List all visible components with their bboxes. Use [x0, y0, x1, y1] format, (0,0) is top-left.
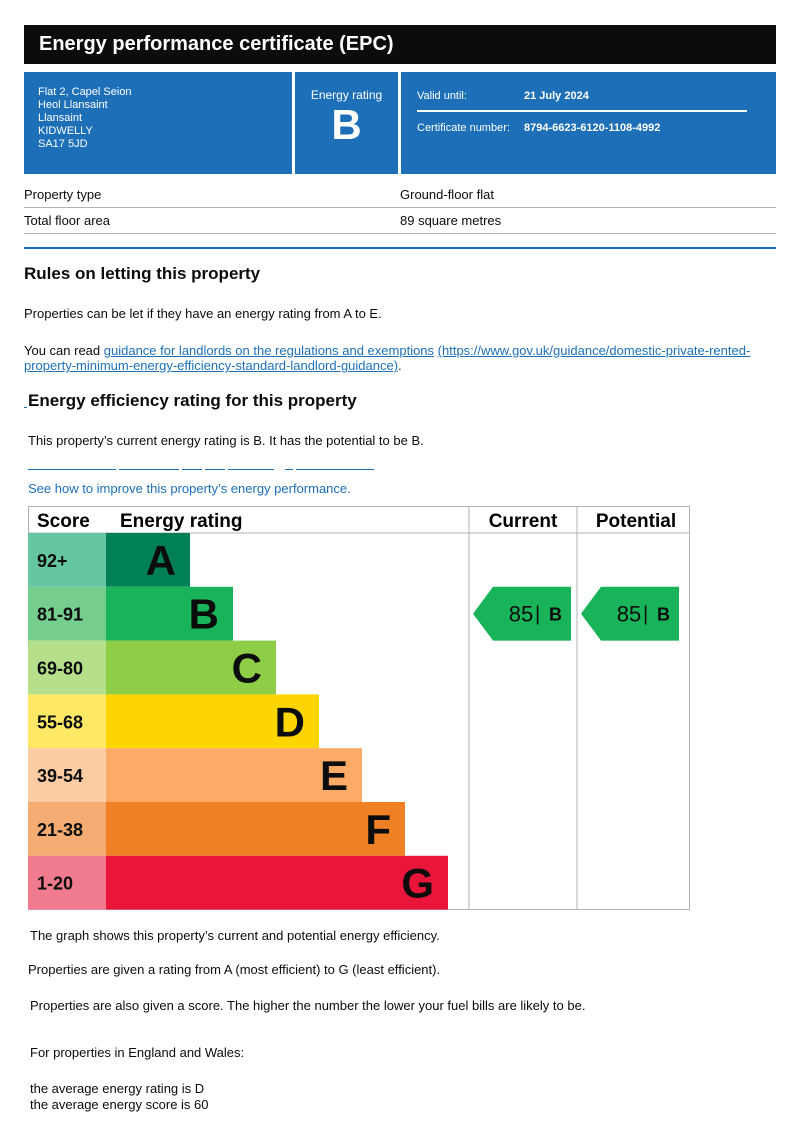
efficiency-summary: This property’s current energy rating is B. It has the potential to be B.	[28, 433, 424, 448]
guidance-paragraph	[24, 343, 764, 373]
property-type-label: Property type	[24, 187, 102, 202]
address-line: Flat 2, Capel Seion	[38, 86, 132, 98]
potential-rating-letter: B	[657, 604, 670, 625]
ratings-note: Properties are given a rating from A (most efficient) to G (least efficient).	[28, 962, 441, 977]
score-range-b: 81-91	[37, 604, 84, 625]
band-letter-a: A	[145, 536, 176, 584]
section-divider	[24, 247, 776, 249]
score-range-a: 92+	[37, 550, 68, 571]
guidance-link[interactable]: guidance for landlords on the regulations and exemptions	[103, 343, 435, 358]
potential-header: Potential	[595, 511, 677, 532]
guidance-url-link[interactable]: (https://www.gov.uk/guidance/domestic-private-rented-property-minimum-energy-efficiency-standard-landlord-guidance)	[24, 343, 751, 373]
property-type-row	[24, 182, 776, 208]
graph-note: The graph shows this property’s current and potential energy efficiency.	[30, 928, 440, 943]
energy-rating-chart	[28, 506, 690, 910]
guidance-prefix: You can read	[24, 343, 104, 358]
underline-dash	[28, 469, 116, 470]
address-line: KIDWELLY	[38, 125, 93, 137]
current-rating-score: 85	[508, 601, 534, 627]
band-letter-b: B	[188, 590, 219, 638]
energy-rating-value: B	[331, 101, 362, 148]
guidance-suffix: .	[398, 358, 402, 373]
underline-dash	[228, 469, 274, 470]
score-range-e: 39-54	[37, 766, 84, 787]
score-range-f: 21-38	[37, 819, 84, 840]
certificate-number-value: 8794-6623-6120-1108-4992	[524, 122, 661, 134]
improve-performance-link[interactable]: See how to improve this property’s energy performance.	[28, 481, 351, 496]
score-header: Score	[37, 511, 90, 532]
address-line: Llansaint	[38, 112, 83, 124]
band-bar-f	[106, 802, 405, 856]
score-range-c: 69-80	[37, 658, 84, 679]
band-letter-c: C	[231, 644, 262, 692]
score-range-d: 55-68	[37, 712, 84, 733]
band-bar-g	[106, 856, 448, 910]
page-title: Energy performance certificate (EPC)	[24, 25, 776, 64]
energy-rating-label: Energy rating	[310, 88, 383, 102]
energy-rating-box	[295, 72, 398, 174]
potential-rating-score: 85	[616, 601, 642, 627]
current-rating-separator: |	[535, 603, 541, 626]
property-summary	[24, 182, 776, 234]
potential-rating-separator: |	[643, 603, 649, 626]
average-score: the average energy score is 60	[30, 1097, 209, 1112]
floor-area-value: 89 square metres	[400, 213, 502, 228]
rating-bands	[28, 533, 448, 910]
certificate-details	[401, 72, 776, 174]
underline-dash	[285, 469, 293, 470]
divider	[417, 110, 747, 112]
letting-heading: Rules on letting this property	[24, 264, 261, 283]
rating-markers	[473, 587, 679, 641]
property-type-value: Ground-floor flat	[400, 187, 494, 202]
underline-dash	[119, 469, 179, 470]
energy-rating-header: Energy rating	[120, 511, 243, 532]
valid-until-value: 21 July 2024	[524, 90, 589, 102]
property-address	[24, 72, 292, 174]
underline-dash	[182, 469, 202, 470]
valid-until-label: Valid until:	[417, 90, 467, 102]
current-rating-letter: B	[549, 604, 562, 625]
underline-dash	[205, 469, 225, 470]
address-line: SA17 5JD	[38, 138, 88, 150]
average-rating: the average energy rating is D	[30, 1081, 205, 1096]
link-underline-fragments	[28, 469, 374, 470]
band-letter-d: D	[274, 698, 305, 746]
certificate-number-label: Certificate number:	[417, 122, 510, 134]
underline-dash	[296, 469, 374, 470]
efficiency-heading: Energy efficiency rating for this property	[28, 391, 357, 410]
floor-area-row	[24, 208, 776, 234]
band-letter-f: F	[365, 805, 391, 853]
current-header: Current	[488, 511, 558, 532]
address-line: Heol Llansaint	[38, 99, 108, 111]
band-letter-e: E	[319, 752, 348, 800]
certificate-header	[24, 72, 776, 174]
floor-area-label: Total floor area	[24, 213, 110, 228]
band-letter-g: G	[401, 859, 434, 907]
average-intro: For properties in England and Wales:	[30, 1045, 245, 1060]
link-underline-fragment	[24, 407, 27, 408]
letting-paragraph: Properties can be let if they have an energy rating from A to E.	[24, 306, 382, 321]
score-range-g: 1-20	[37, 873, 74, 894]
scores-note: Properties are also given a score. The higher the number the lower your fuel bills are likely to be.	[30, 998, 586, 1013]
